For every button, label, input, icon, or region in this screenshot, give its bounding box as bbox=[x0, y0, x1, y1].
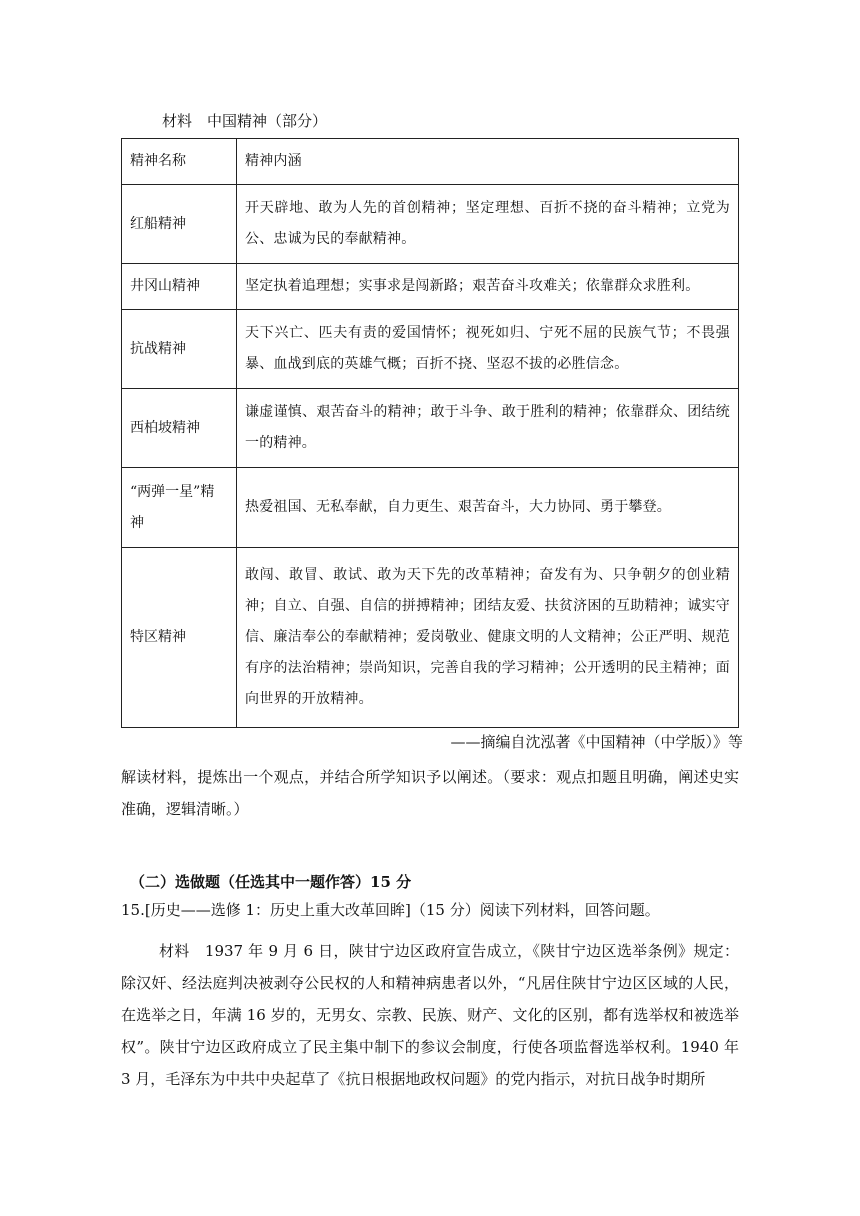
spirit-content: 开天辟地、敢为人先的首创精神；坚定理想、百折不挠的奋斗精神；立党为公、忠诚为民的奉献精神。 bbox=[237, 185, 739, 264]
table-row bbox=[122, 310, 739, 389]
spirit-content: 敢闯、敢冒、敢试、敢为天下先的改革精神；奋发有为、只争朝夕的创业精神；自立、自强、自信的拼搏精神；团结友爱、扶贫济困的互助精神；诚实守信、廉洁奉公的奉献精神；爱岗敬业、健康文明的人文精神；公正严明、规范有序的法治精神；崇尚知识，完善自我的学习精神；公开透明的民主精神；面向世界的开放精神。 bbox=[237, 548, 739, 728]
spirit-name: 西柏坡精神 bbox=[122, 389, 237, 468]
material-caption: 材料 中国精神（部分） bbox=[162, 112, 328, 130]
section-heading: （二）选做题（任选其中一题作答）15 分 bbox=[130, 873, 412, 891]
spirit-name: 井冈山精神 bbox=[122, 264, 237, 310]
question-15-material: 材料 1937 年 9 月 6 日，陕甘宁边区政府宣告成立，《陕甘宁边区选举条例》规定：除汉奸、经法庭判决被剥夺公民权的人和精神病患者以外，“凡居住陕甘宁边区区域的人民，在选举之日，年满 16 岁的，无男女、宗教、民族、财产、文化的区别，都有选举权和被选举权”。陕甘宁边区政府成立了民主集中制下的参议会制度，行使各项监督选举权利。1940 年 3 月，毛泽东为中共中央起草了《抗日根据地政权问题》的党内指示，对抗日战争时期所 bbox=[121, 942, 739, 1088]
table-row bbox=[122, 548, 739, 728]
spirit-table bbox=[121, 138, 739, 728]
spirit-content: 天下兴亡、匹夫有责的爱国情怀；视死如归、宁死不屈的民族气节；不畏强暴、血战到底的英雄气概；百折不挠、坚忍不拔的必胜信念。 bbox=[237, 310, 739, 389]
spirit-name: “两弹一星”精神 bbox=[122, 468, 237, 548]
spirit-name: 抗战精神 bbox=[122, 310, 237, 389]
table-row bbox=[122, 389, 739, 468]
header-spirit-content: 精神内涵 bbox=[237, 139, 739, 185]
table-header-row bbox=[122, 139, 739, 185]
question-15-title: 15.[历史——选修 1：历史上重大改革回眸]（15 分）阅读下列材料，回答问题。 bbox=[121, 901, 660, 919]
spirit-content: 坚定执着追理想；实事求是闯新路；艰苦奋斗攻难关；依靠群众求胜利。 bbox=[237, 264, 739, 310]
spirit-name: 红船精神 bbox=[122, 185, 237, 264]
spirit-content: 谦虚谨慎、艰苦奋斗的精神；敢于斗争、敢于胜利的精神；依靠群众、团结统一的精神。 bbox=[237, 389, 739, 468]
question-prompt: 解读材料，提炼出一个观点，并结合所学知识予以阐述。（要求：观点扣题且明确，阐述史实准确，逻辑清晰。） bbox=[121, 768, 739, 818]
spirit-name: 特区精神 bbox=[122, 548, 237, 728]
table-row bbox=[122, 264, 739, 310]
source-citation: ——摘编自沈泓著《中国精神（中学版）》等 bbox=[450, 733, 743, 751]
header-spirit-name: 精神名称 bbox=[122, 139, 237, 185]
table-row bbox=[122, 468, 739, 548]
table-row bbox=[122, 185, 739, 264]
spirit-content: 热爱祖国、无私奉献，自力更生、艰苦奋斗，大力协同、勇于攀登。 bbox=[237, 468, 739, 548]
